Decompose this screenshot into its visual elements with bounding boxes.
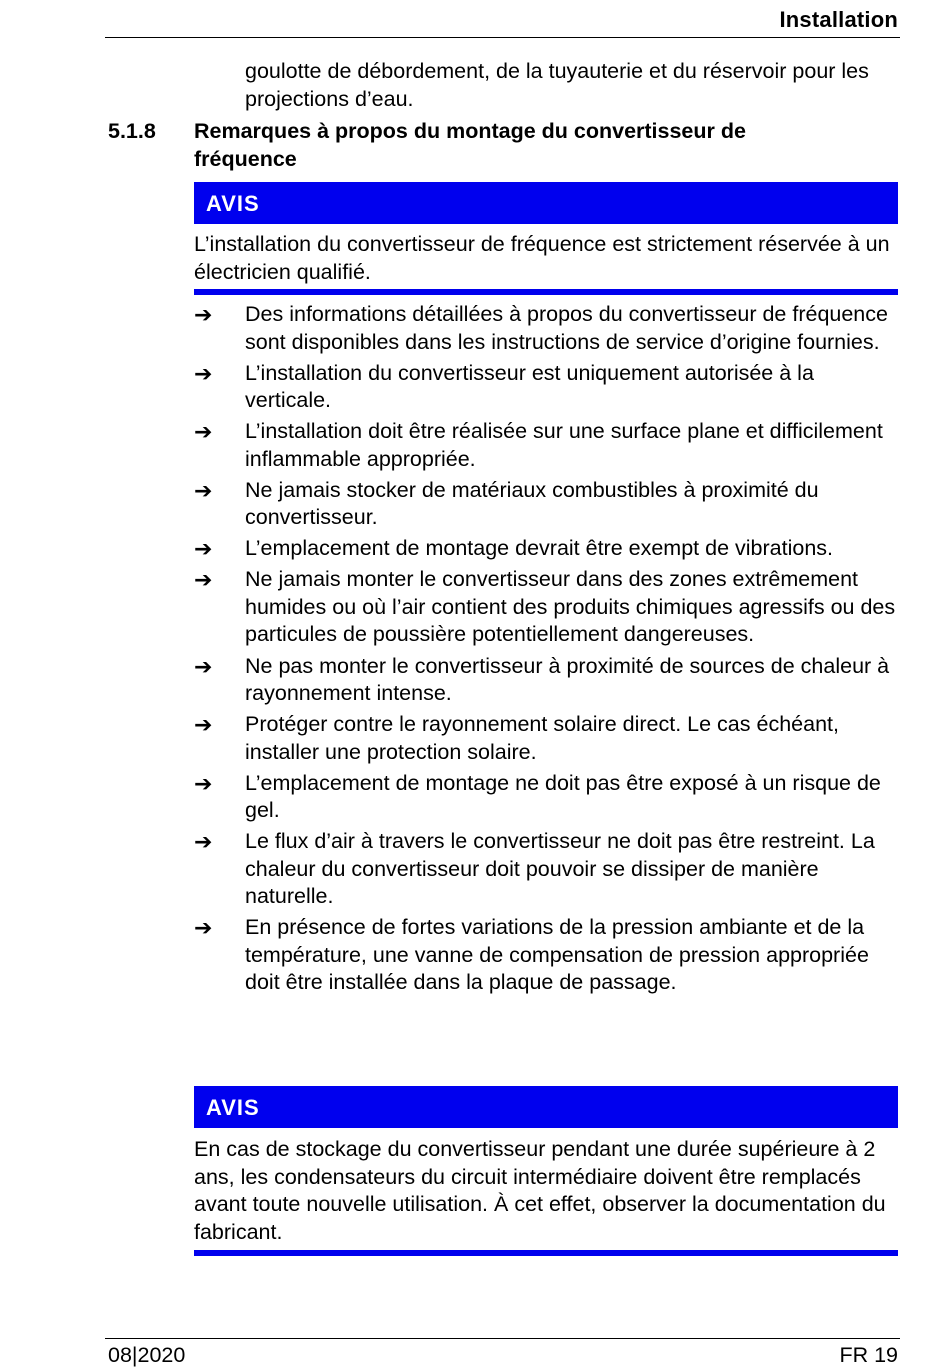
right-arrow-icon: ➔: [194, 477, 213, 503]
notice-text: L’installation du convertisseur de fréquence est strictement réservée à un électricien qualifié.: [194, 232, 890, 284]
notice-end-rule: [194, 289, 898, 295]
list-item-text: Ne jamais stocker de matériaux combustibles à proximité du convertisseur.: [245, 477, 819, 530]
list-item-text: Ne jamais monter le convertisseur dans des zones extrêmement humides ou où l’air contient des produits chimiques agressifs ou des particules de poussière potentiellement dangereuses.: [245, 567, 896, 647]
list-item: [194, 653, 904, 708]
right-arrow-icon: ➔: [194, 536, 213, 562]
notice-end-rule: [194, 1250, 898, 1256]
section-title: Remarques à propos du montage du convertisseur de fréquence: [194, 119, 746, 171]
list-item-text: Ne pas monter le convertisseur à proximité de sources de chaleur à rayonnement intense.: [245, 653, 890, 706]
list-item: [194, 418, 904, 473]
right-arrow-icon: ➔: [194, 829, 213, 855]
right-arrow-icon: ➔: [194, 567, 213, 593]
list-item: [194, 828, 904, 911]
notice-banner: [194, 1086, 898, 1128]
list-item-text: L’emplacement de montage ne doit pas être exposé à un risque de gel.: [245, 770, 881, 823]
list-item-text: Le flux d’air à travers le convertisseur ne doit pas être restreint. La chaleur du convertisseur doit pouvoir se dissiper de manière naturelle.: [245, 829, 875, 909]
section-number: 5.1.8: [108, 119, 156, 143]
list-item: [194, 360, 904, 415]
footer-divider: [105, 1338, 900, 1339]
notice-label: AVIS: [206, 1095, 260, 1120]
notice-label: AVIS: [206, 191, 260, 216]
notice-text: En cas de stockage du convertisseur pendant une durée supérieure à 2 ans, les condensateurs du circuit intermédiaire doivent être remplacés avant toute nouvelle utilisation. À cet effet, observer la documentation du fabricant.: [194, 1137, 886, 1244]
right-arrow-icon: ➔: [194, 360, 213, 386]
right-arrow-icon: ➔: [194, 302, 213, 327]
list-item-text: Des informations détaillées à propos du convertisseur de fréquence sont disponibles dans les instructions de service d’origine fournies.: [245, 302, 888, 354]
list-item: [194, 566, 904, 649]
list-item-text: Protéger contre le rayonnement solaire direct. Le cas échéant, installer une protection solaire.: [245, 712, 839, 764]
page-number: FR 19: [839, 1343, 898, 1367]
list-item: [194, 711, 904, 766]
notice-banner: [194, 182, 898, 224]
instruction-list: [194, 301, 904, 1001]
list-item-text: L’installation du convertisseur est uniquement autorisée à la verticale.: [245, 360, 814, 413]
list-item: [194, 301, 904, 356]
list-item: [194, 477, 904, 532]
list-item: [194, 914, 904, 997]
list-item-text: L’emplacement de montage devrait être exempt de vibrations.: [245, 536, 833, 561]
right-arrow-icon: ➔: [194, 712, 213, 738]
header-divider: [105, 37, 900, 38]
right-arrow-icon: ➔: [194, 915, 213, 941]
right-arrow-icon: ➔: [194, 419, 213, 445]
list-item: [194, 535, 904, 563]
continuation-text: goulotte de débordement, de la tuyauterie et du réservoir pour les projections d’eau.: [245, 59, 869, 111]
list-item-text: L’installation doit être réalisée sur une surface plane et difficilement inflammable appropriée.: [245, 419, 883, 471]
header-title: Installation: [779, 7, 898, 32]
footer-date: 08|2020: [108, 1343, 186, 1367]
list-item: [194, 770, 904, 825]
list-item-text: En présence de fortes variations de la pression ambiante et de la température, une vanne de compensation de pression appropriée doit être installée dans la plaque de passage.: [245, 915, 869, 995]
right-arrow-icon: ➔: [194, 770, 213, 796]
right-arrow-icon: ➔: [194, 653, 213, 679]
